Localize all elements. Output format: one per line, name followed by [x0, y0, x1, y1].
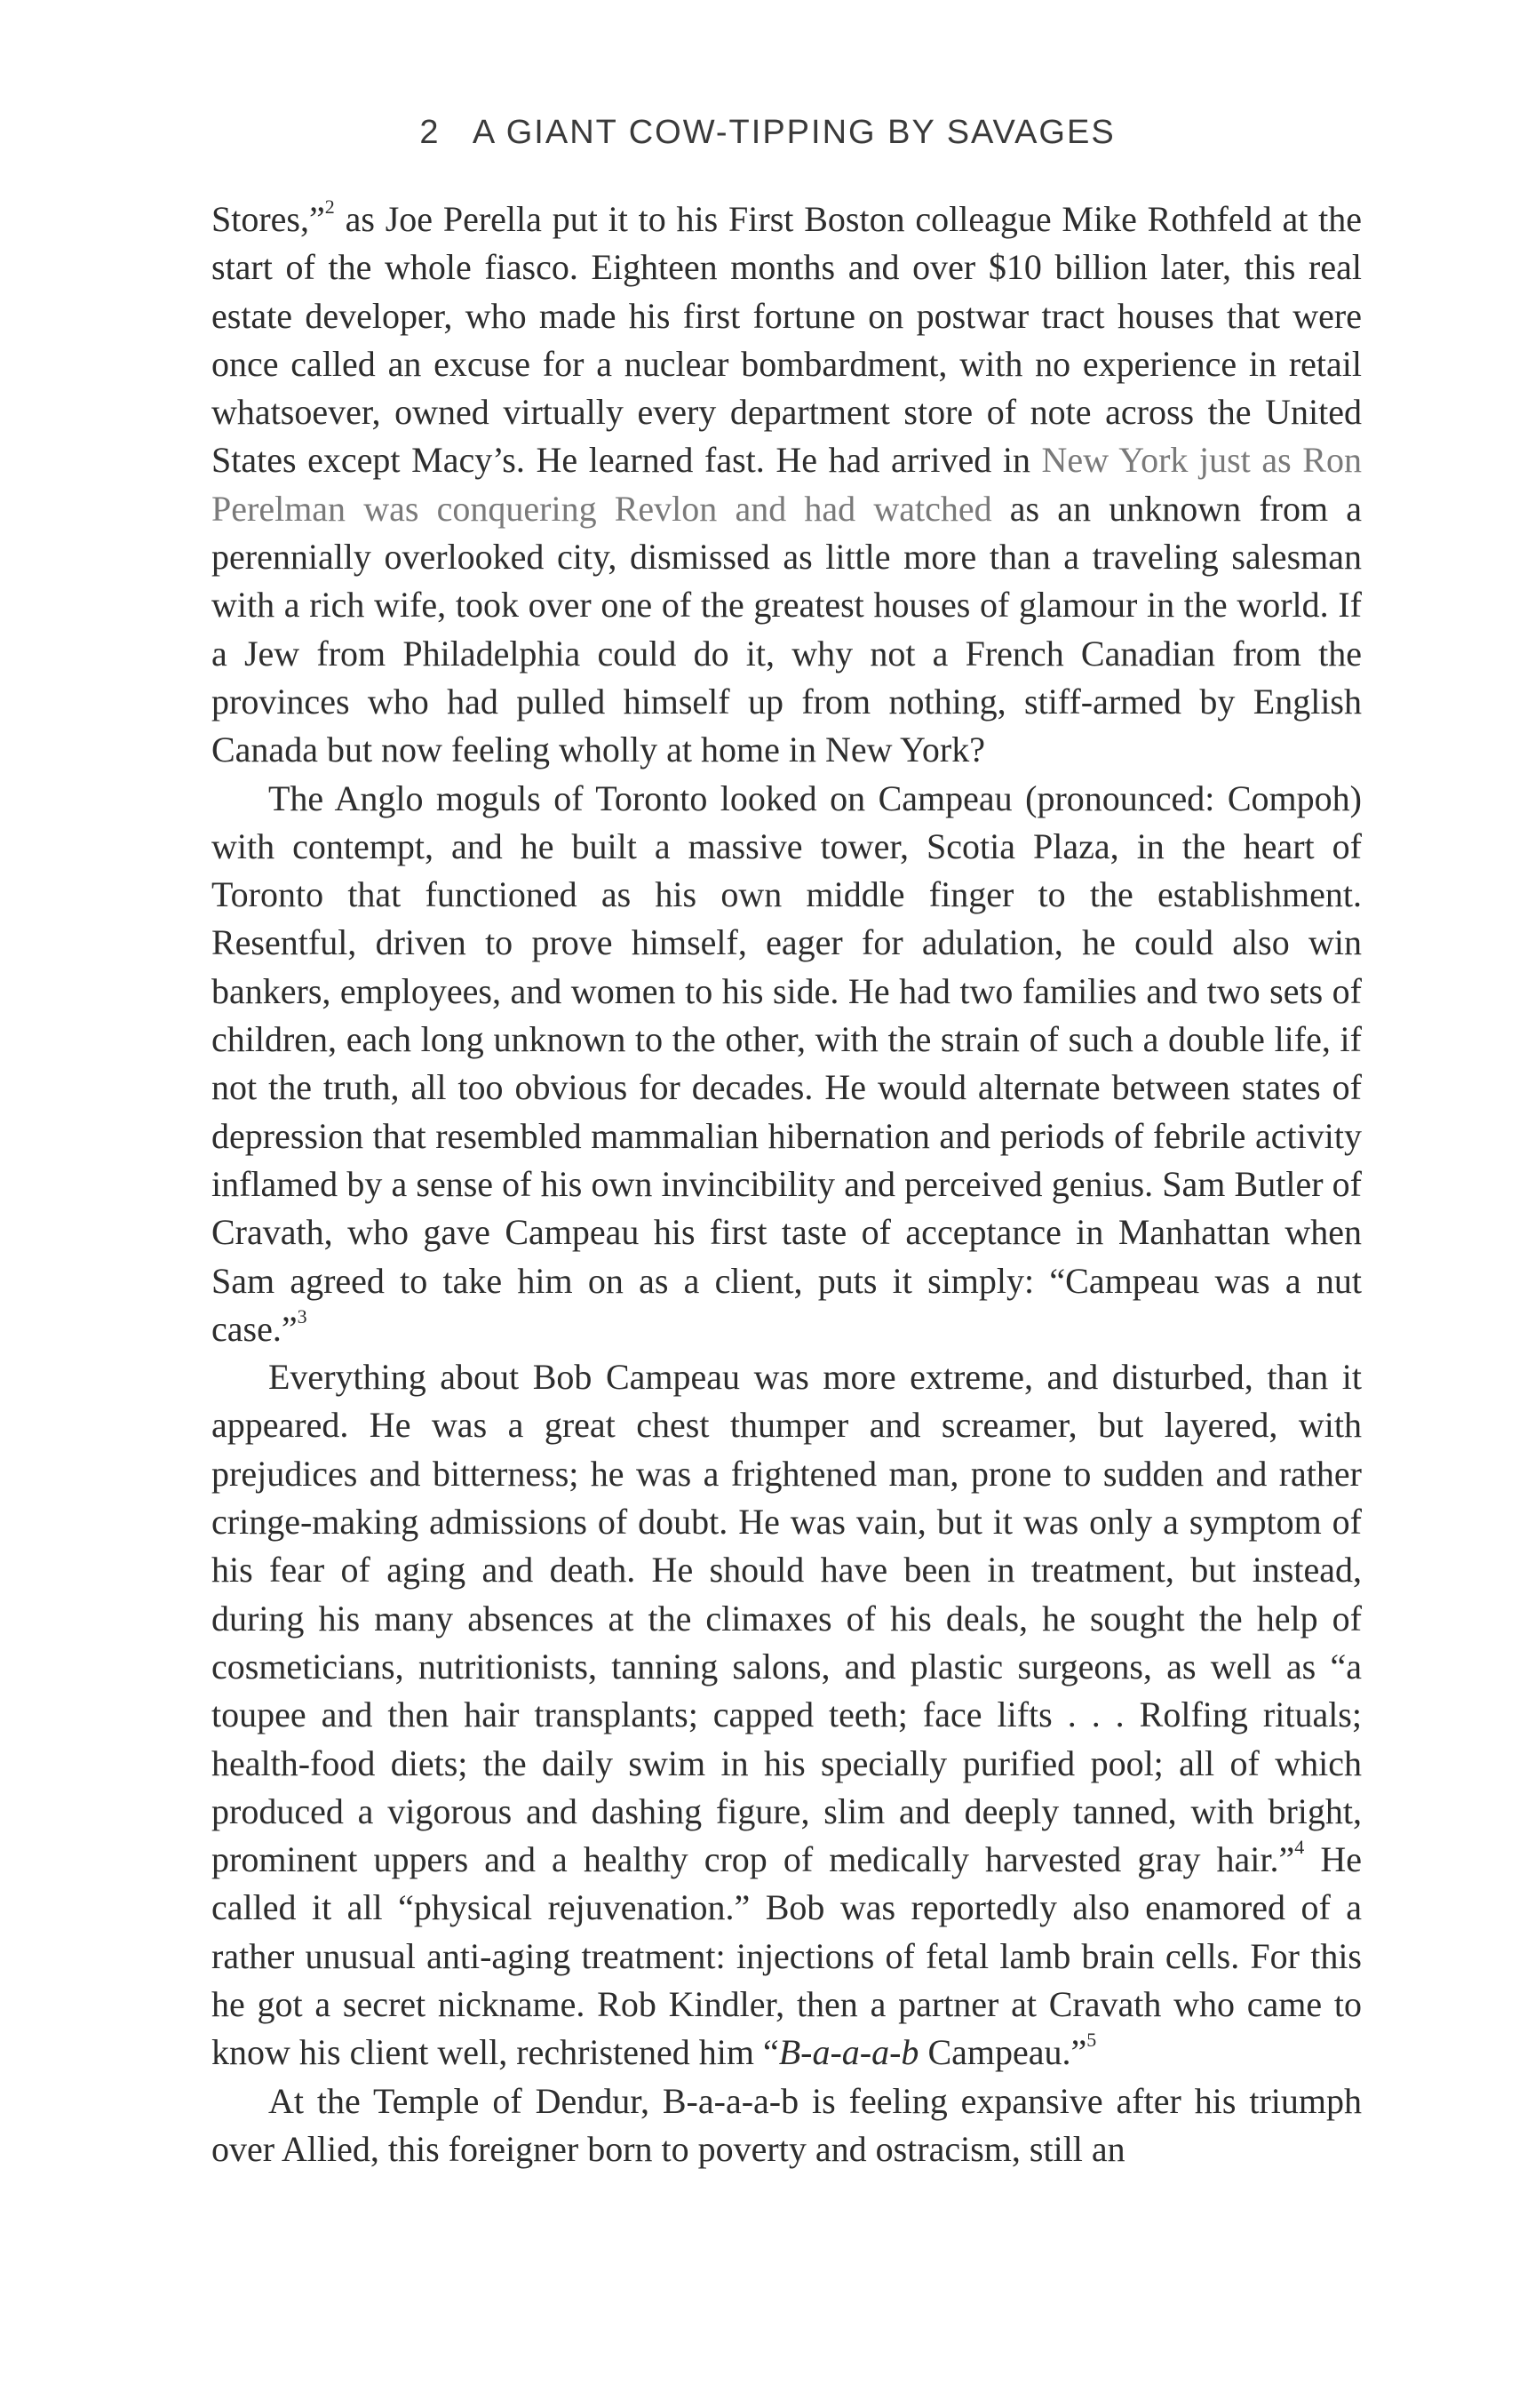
paragraph-1 [211, 195, 1362, 775]
footnote-ref-3: 3 [297, 1304, 307, 1328]
paragraph-3 [211, 1353, 1362, 2077]
text-run: Everything about Bob Campeau was more extreme, and disturbed, than it appeared. He was a great chest thumper and screamer, but layered, with prejudices and bitterness; he was a frightened man, prone to sudden and rather cringe-making admissions of doubt. He was vain, but it was only a symptom of his fear of aging and death. He should have been in treatment, but instead, during his many absences at the climaxes of his deals, he sought the help of cosmeticians, nutritionists, tanning salons, and plastic surgeons, as well as “a toupee and then hair transplants; capped teeth; face lifts . . . Rolfing rituals; health-food diets; the daily swim in his specially purified pool; all of which produced a vigorous and dashing figure, slim and deeply tanned, with bright, prominent uppers and a healthy crop of medically harvested gray hair.” [211, 1357, 1362, 1880]
text-run: Campeau.” [919, 2032, 1087, 2073]
footnote-ref-5: 5 [1086, 2029, 1097, 2052]
body-text [211, 195, 1362, 2173]
text-run: At the Temple of Dendur, B-a-a-a-b is feeling expansive after his triumph over Allied, this foreigner born to poverty and ostracism, still an [211, 2080, 1362, 2169]
text-run: Stores,” [211, 199, 325, 239]
text-run: as Joe Perella put it to his First Boston colleague Mike Rothfeld at the start of the whole fiasco. Eighteen months and over $10 billion later, this real estate developer, who made his first fortune on postwar tract houses that were once called an excuse for a nuclear bombardment, with no experience in retail whatsoever, owned virtually every department store of note across the United States except Macy’s. He learned fast. He had arrived in [211, 199, 1362, 481]
text-run: He called it all “physical rejuvenation.” Bob was reportedly also enamored of a rather unusual anti-aging treatment: injections of fetal lamb brain cells. For this he got a secret nickname. Rob Kindler, then a partner at Cravath who came to know his client well, rechristened him “ [211, 1839, 1363, 2073]
paragraph-4 [211, 2077, 1362, 2174]
text-run: The Anglo moguls of Toronto looked on Campeau (pronounced: Compoh) with contempt, and he built a massive tower, Scotia Plaza, in the heart of Toronto that functioned as his own middle finger to the establishment. Resentful, driven to prove himself, eager for adulation, he could also win bankers, employees, and women to his side. He had two families and two sets of children, each long unknown to the other, with the strain of such a double life, if not the truth, all too obvious for decades. He would alternate between states of depression that resembled mammalian hibernation and periods of febrile activity inflamed by a sense of his own invincibility and perceived genius. Sam Butler of Cravath, who gave Campeau his first taste of acceptance in Manhattan when Sam agreed to take him on as a client, puts it simply: “Campeau was a nut case.” [211, 777, 1362, 1349]
footnote-ref-2: 2 [324, 195, 335, 218]
paragraph-2 [211, 775, 1362, 1354]
chapter-title: A GIANT COW-TIPPING BY SAVAGES [472, 114, 1116, 151]
italic-nickname: B-a-a-a-b [778, 2032, 919, 2073]
page-number: 2 [419, 114, 441, 151]
faded-text-run: New York just as Ron Perelman was conquering Revlon and had watched [211, 440, 1362, 529]
text-run: as an unknown from a perennially overlooked city, dismissed as little more than a traveling salesman with a rich wife, took over one of the greatest houses of glamour in the world. If a Jew from Philadelphia could do it, why not a French Canadian from the provinces who had pulled himself up from nothing, stiff-armed by English Canada but now feeling wholly at home in New York? [211, 488, 1363, 770]
footnote-ref-4: 4 [1294, 1836, 1305, 1859]
running-head [0, 114, 1535, 152]
